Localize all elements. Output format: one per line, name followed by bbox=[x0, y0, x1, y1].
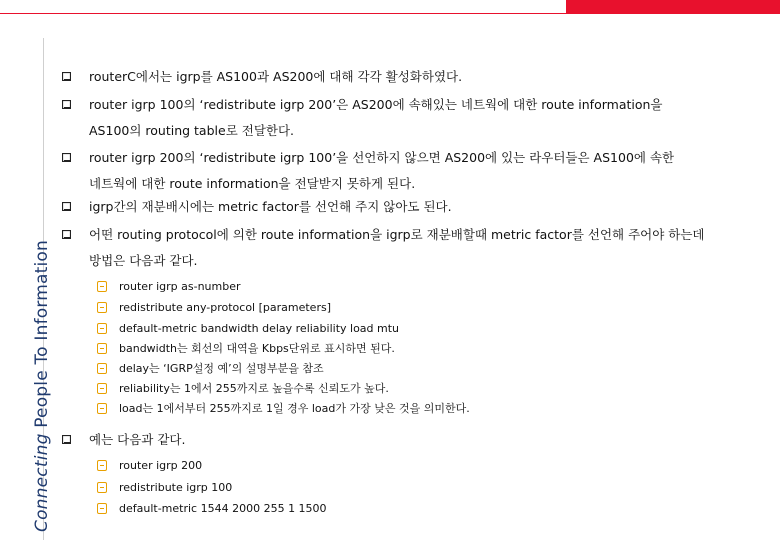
bullet-text-continued: AS100의 routing table로 전달한다. bbox=[89, 123, 295, 138]
method-text: bandwidth는 회선의 대역을 Kbps단위로 표시하면 된다. bbox=[119, 342, 395, 355]
bullet-text: 예는 다음과 같다. bbox=[89, 432, 186, 447]
header-rule bbox=[0, 13, 780, 14]
note-bullet-icon bbox=[97, 281, 107, 292]
side-tagline-rest: People To Information bbox=[32, 240, 52, 428]
bullet-text: igrp간의 재분배시에는 metric factor를 선언해 주지 않아도 된다. bbox=[89, 199, 452, 214]
side-tagline bbox=[32, 240, 52, 532]
note-bullet-icon bbox=[97, 323, 107, 334]
note-bullet-icon bbox=[97, 363, 107, 374]
method-text: router igrp as-number bbox=[119, 280, 241, 293]
square-bullet-icon bbox=[62, 202, 71, 211]
square-bullet-icon bbox=[62, 435, 71, 444]
note-bullet-icon bbox=[97, 460, 107, 471]
header-accent-bar bbox=[566, 0, 780, 13]
bullet-text: router igrp 200의 ‘redistribute igrp 100’을 선언하지 않으면 AS200에 있는 라우터들은 AS100에 속한 bbox=[89, 150, 675, 165]
example-text: default-metric 1544 2000 255 1 1500 bbox=[119, 502, 327, 515]
bullet-text: router igrp 100의 ‘redistribute igrp 200’은 AS200에 속해있는 네트웍에 대한 route information을 bbox=[89, 97, 663, 112]
bullet-text-continued: 방법은 다음과 같다. bbox=[89, 253, 198, 268]
method-text: reliability는 1에서 255까지로 높을수록 신뢰도가 높다. bbox=[119, 382, 389, 395]
note-bullet-icon bbox=[97, 343, 107, 354]
example-text: router igrp 200 bbox=[119, 459, 203, 472]
note-bullet-icon bbox=[97, 403, 107, 414]
square-bullet-icon bbox=[62, 100, 71, 109]
side-tagline-italic: Connecting bbox=[32, 433, 52, 532]
square-bullet-icon bbox=[62, 153, 71, 162]
bullet-text-continued: 네트웍에 대한 route information을 전달받지 못하게 된다. bbox=[89, 176, 416, 191]
example-text: redistribute igrp 100 bbox=[119, 481, 233, 494]
note-bullet-icon bbox=[97, 383, 107, 394]
method-text: redistribute any-protocol [parameters] bbox=[119, 301, 331, 314]
square-bullet-icon bbox=[62, 72, 71, 81]
square-bullet-icon bbox=[62, 230, 71, 239]
bullet-text: 어떤 routing protocol에 의한 route information을 igrp로 재분배할때 metric factor를 선언해 주어야 하는데 bbox=[89, 227, 705, 242]
method-text: delay는 ‘IGRP설정 예’의 설명부분을 참조 bbox=[119, 362, 324, 375]
note-bullet-icon bbox=[97, 503, 107, 514]
method-text: default-metric bandwidth delay reliability load mtu bbox=[119, 322, 400, 335]
note-bullet-icon bbox=[97, 302, 107, 313]
note-bullet-icon bbox=[97, 482, 107, 493]
method-text: load는 1에서부터 255까지로 1일 경우 load가 가장 낮은 것을 의미한다. bbox=[119, 402, 470, 415]
bullet-text: routerC에서는 igrp를 AS100과 AS200에 대해 각각 활성화하였다. bbox=[89, 69, 463, 84]
